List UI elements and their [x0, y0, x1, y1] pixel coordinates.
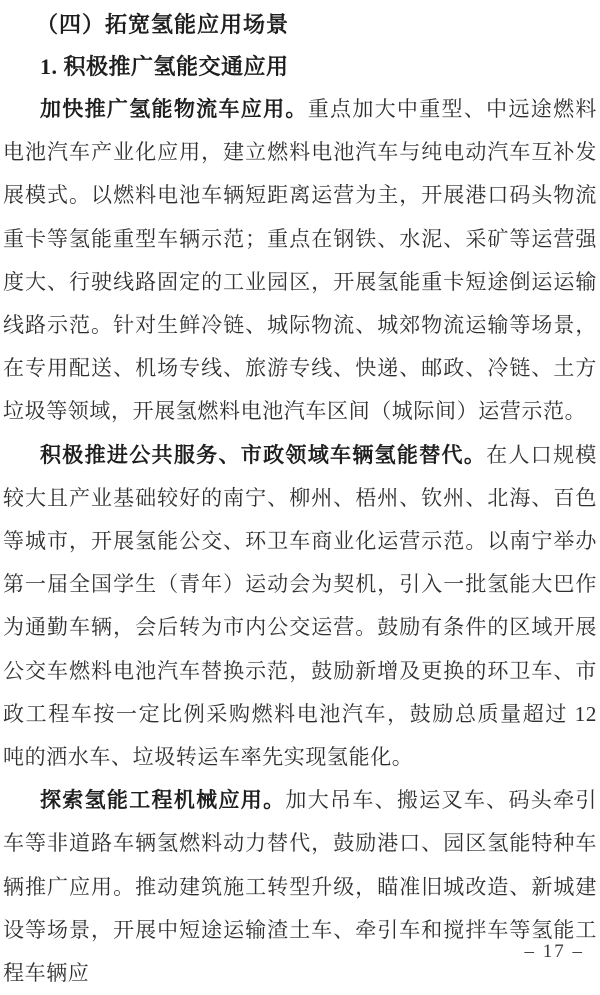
- section-heading: （四）拓宽氢能应用场景: [36, 12, 290, 37]
- sub-heading: 1. 积极推广氢能交通应用: [40, 54, 289, 79]
- paragraph-lead: 积极推进公共服务、市政领域车辆氢能替代。: [40, 442, 487, 467]
- paragraph-body: 在人口规模较大且产业基础较好的南宁、柳州、梧州、钦州、北海、百色等城市，开展氢能公交、环卫车商业化运营示范。以南宁举办第一届全国学生（青年）运动会为契机，引入一批氢能大巴作为通勤车辆，会后转为市内公交运营。鼓励有条件的区域开展公交车燃料电池汽车替换示范，鼓励新增及更换的环卫车、市政工程车按一定比例采购燃料电池汽车，鼓励总质量超过 12 吨的洒水车、垃圾转运车率先实现氢能化。: [3, 442, 598, 770]
- paragraph-body: 加大吊车、搬运叉车、码头牵引车等非道路车辆氢燃料动力替代，鼓励港口、园区氢能特种车辆推广应用。推动建筑施工转型升级，瞄准旧城改造、新城建设等场景，开展中短途运输渣土车、牵引车和搅拌车等氢能工程车辆应: [3, 788, 597, 986]
- paragraph-engineering-machinery: [3, 779, 597, 995]
- page-number: – 17 –: [524, 941, 584, 962]
- paragraph-lead: 加快推广氢能物流车应用。: [40, 97, 308, 121]
- paragraph-public-service-vehicles: [3, 434, 597, 780]
- paragraph-body: 重点加大中重型、中远途燃料电池汽车产业化应用，建立燃料电池汽车与纯电动汽车互补发展模式。以燃料电池车辆短距离运营为主，开展港口码头物流重卡等氢能重型车辆示范；重点在钢铁、水泥、采矿等运营强度大、行驶线路固定的工业园区，开展氢能重卡短途倒运运输线路示范。针对生鲜冷链、城际物流、城郊物流运输等场景，在专用配送、机场专线、旅游专线、快递、邮政、冷链、土方垃圾等领域，开展氢燃料电池汽车区间（城际间）运营示范。: [3, 97, 597, 424]
- paragraph-logistics-vehicles: [3, 88, 597, 434]
- paragraph-lead: 探索氢能工程机械应用。: [40, 788, 286, 813]
